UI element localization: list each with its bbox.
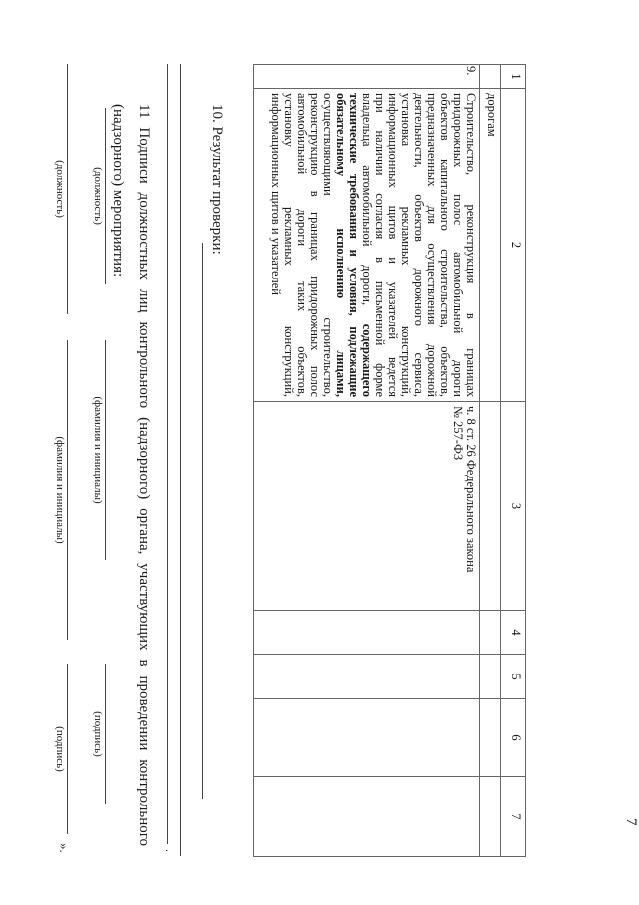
header-cell: 1 <box>501 65 526 89</box>
checklist-table <box>253 64 526 857</box>
continuation-text: дорогам <box>480 89 501 402</box>
name-caption: (фамилия и инициалы) <box>92 396 104 504</box>
law-reference: ч. 8 ст. 26 Федерального закона № 257-ФЗ <box>254 402 480 611</box>
header-cell: 2 <box>501 89 526 402</box>
requirement-text: Строительство, реконструкция в границах придорожных полос автомобильной дороги объектов капитального строительства, объектов, предназначенных для осуществления дорожной деятельности, объектов дорожного сервиса, установка рекламных конструкций, информационных щитов и указателей ведется при наличии согласия в письменной форме владельца автомобильной дороги, содержащего технические требования и условия, подлежащие обязательному исполнению лицами, осуществляющими строительство, реконструкцию в границах придорожных полос автомобильной дороги таких объектов, установку рекламных конструкций, информационных щитов и указателей <box>254 89 480 402</box>
signature-row <box>90 64 106 824</box>
result-field-line <box>202 243 203 799</box>
header-cell: 5 <box>501 655 526 699</box>
table-row-continuation <box>480 65 501 857</box>
name-line <box>105 340 106 560</box>
header-cell: 3 <box>501 402 526 611</box>
row-number: 9. <box>254 65 480 89</box>
result-field-line <box>167 64 168 844</box>
name-line <box>67 340 68 640</box>
signature-line <box>105 664 106 804</box>
table-row <box>254 65 480 857</box>
page-number: 7 <box>623 818 639 826</box>
signatures-heading: 11 Подписи должностных лиц контрольного (надзорного) органа, участвующих в проведении контрольного (надзорного) мероприятия: <box>110 104 152 846</box>
table-header-row <box>501 65 526 857</box>
name-caption: (фамилия и инициалы) <box>54 436 66 544</box>
result-label: 10. Результат проверки: <box>209 104 225 255</box>
line-dot: . <box>163 849 177 852</box>
signature-line <box>67 664 68 834</box>
closing-quote: ». <box>57 843 72 853</box>
position-caption: (должность) <box>54 160 66 218</box>
position-line <box>105 108 106 284</box>
header-cell: 4 <box>501 611 526 655</box>
signature-caption: (подпись) <box>54 726 66 772</box>
header-cell: 7 <box>501 777 526 857</box>
header-cell: 6 <box>501 699 526 777</box>
position-line <box>67 64 68 314</box>
result-field-line <box>180 64 181 856</box>
signature-caption: (подпись) <box>92 711 104 757</box>
position-caption: (должность) <box>92 167 104 225</box>
signature-row <box>52 64 68 824</box>
